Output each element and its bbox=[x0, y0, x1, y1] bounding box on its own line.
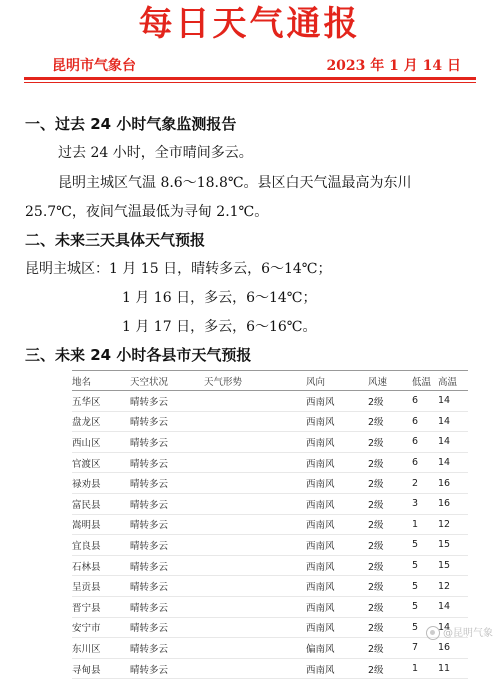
cell-wind-dir: 偏南风 bbox=[306, 638, 368, 659]
cell-sky: 晴转多云 bbox=[130, 493, 204, 514]
cell-wind-dir: 西南风 bbox=[306, 452, 368, 473]
cell-sky: 晴转多云 bbox=[130, 658, 204, 679]
table-row bbox=[72, 432, 468, 453]
weibo-icon bbox=[426, 626, 440, 640]
cell-high: 14 bbox=[438, 596, 468, 617]
cell-place: 晋宁县 bbox=[72, 596, 130, 617]
table-row bbox=[72, 638, 468, 659]
cell-sky: 晴转多云 bbox=[130, 391, 204, 412]
cell-high: 12 bbox=[438, 576, 468, 597]
cell-wind-speed: 2级 bbox=[368, 411, 412, 432]
cell-place: 安宁市 bbox=[72, 617, 130, 638]
cell-wind-speed: 2级 bbox=[368, 493, 412, 514]
cell-high: 12 bbox=[438, 514, 468, 535]
cell-wind-speed: 2级 bbox=[368, 514, 412, 535]
cell-pattern bbox=[204, 596, 306, 617]
cell-wind-dir: 西南风 bbox=[306, 391, 368, 412]
cell-high: 14 bbox=[438, 617, 468, 638]
cell-pattern bbox=[204, 473, 306, 494]
cell-sky: 晴转多云 bbox=[130, 638, 204, 659]
cell-wind-dir: 西南风 bbox=[306, 493, 368, 514]
watermark-text: @昆明气象 bbox=[443, 628, 493, 639]
section1-heading: 一、过去 24 小时气象监测报告 bbox=[25, 115, 237, 133]
cell-place: 西山区 bbox=[72, 432, 130, 453]
cell-pattern bbox=[204, 432, 306, 453]
cell-high: 16 bbox=[438, 473, 468, 494]
cell-wind-speed: 2级 bbox=[368, 555, 412, 576]
cell-wind-dir: 西南风 bbox=[306, 596, 368, 617]
cell-low: 5 bbox=[412, 576, 438, 597]
table-row bbox=[72, 658, 468, 679]
section1-line: 过去 24 小时，全市晴间多云。 bbox=[58, 145, 253, 161]
cell-low: 5 bbox=[412, 535, 438, 556]
cell-high: 15 bbox=[438, 555, 468, 576]
table-row bbox=[72, 411, 468, 432]
header-rule-thin bbox=[24, 82, 476, 83]
table-row bbox=[72, 493, 468, 514]
cell-pattern bbox=[204, 493, 306, 514]
cell-pattern bbox=[204, 638, 306, 659]
cell-pattern bbox=[204, 411, 306, 432]
cell-wind-dir: 西南风 bbox=[306, 658, 368, 679]
col-header-place: 地名 bbox=[72, 371, 130, 391]
cell-low: 1 bbox=[412, 514, 438, 535]
cell-low: 6 bbox=[412, 452, 438, 473]
cell-pattern bbox=[204, 576, 306, 597]
cell-place: 嵩明县 bbox=[72, 514, 130, 535]
cell-wind-dir: 西南风 bbox=[306, 555, 368, 576]
cell-low: 5 bbox=[412, 617, 438, 638]
cell-place: 富民县 bbox=[72, 493, 130, 514]
issue-date: 2023 年 1 月 14 日 bbox=[326, 58, 461, 74]
table-row bbox=[72, 617, 468, 638]
cell-low: 6 bbox=[412, 391, 438, 412]
cell-sky: 晴转多云 bbox=[130, 596, 204, 617]
cell-high: 14 bbox=[438, 432, 468, 453]
table-row bbox=[72, 596, 468, 617]
cell-pattern bbox=[204, 658, 306, 679]
cell-wind-dir: 西南风 bbox=[306, 473, 368, 494]
cell-high: 14 bbox=[438, 411, 468, 432]
cell-sky: 晴转多云 bbox=[130, 535, 204, 556]
cell-sky: 晴转多云 bbox=[130, 617, 204, 638]
table-header-row bbox=[72, 371, 468, 391]
cell-sky: 晴转多云 bbox=[130, 432, 204, 453]
cell-sky: 晴转多云 bbox=[130, 473, 204, 494]
watermark bbox=[426, 624, 493, 640]
cell-high: 15 bbox=[438, 535, 468, 556]
cell-low: 6 bbox=[412, 432, 438, 453]
cell-place: 禄劝县 bbox=[72, 473, 130, 494]
cell-low: 3 bbox=[412, 493, 438, 514]
cell-pattern bbox=[204, 452, 306, 473]
section2-line: 1 月 17 日，多云，6～16℃。 bbox=[122, 319, 317, 335]
cell-place: 官渡区 bbox=[72, 452, 130, 473]
section2-line: 昆明主城区：1 月 15 日，晴转多云，6～14℃； bbox=[25, 261, 332, 277]
table-row bbox=[72, 391, 468, 412]
cell-pattern bbox=[204, 617, 306, 638]
cell-sky: 晴转多云 bbox=[130, 576, 204, 597]
cell-wind-speed: 2级 bbox=[368, 576, 412, 597]
col-header-sky: 天空状况 bbox=[130, 371, 204, 391]
cell-high: 16 bbox=[438, 638, 468, 659]
cell-wind-speed: 2级 bbox=[368, 596, 412, 617]
cell-pattern bbox=[204, 391, 306, 412]
cell-sky: 晴转多云 bbox=[130, 555, 204, 576]
cell-wind-speed: 2级 bbox=[368, 535, 412, 556]
cell-pattern bbox=[204, 555, 306, 576]
section3-heading: 三、未来 24 小时各县市天气预报 bbox=[25, 346, 252, 364]
table-row bbox=[72, 555, 468, 576]
cell-place: 呈贡县 bbox=[72, 576, 130, 597]
cell-sky: 晴转多云 bbox=[130, 514, 204, 535]
cell-place: 盘龙区 bbox=[72, 411, 130, 432]
cell-wind-dir: 西南风 bbox=[306, 411, 368, 432]
cell-low: 5 bbox=[412, 555, 438, 576]
header-rule-thick bbox=[24, 77, 476, 80]
section1-line: 25.7℃，夜间气温最低为寻甸 2.1℃。 bbox=[25, 204, 269, 220]
cell-place: 东川区 bbox=[72, 638, 130, 659]
table-row bbox=[72, 452, 468, 473]
cell-wind-dir: 西南风 bbox=[306, 617, 368, 638]
cell-wind-speed: 2级 bbox=[368, 658, 412, 679]
cell-sky: 晴转多云 bbox=[130, 452, 204, 473]
col-header-wind-dir: 风向 bbox=[306, 371, 368, 391]
table-row bbox=[72, 514, 468, 535]
col-header-wind-speed: 风速 bbox=[368, 371, 412, 391]
section2-line: 1 月 16 日，多云，6～14℃； bbox=[122, 290, 317, 306]
cell-wind-speed: 2级 bbox=[368, 473, 412, 494]
cell-wind-speed: 2级 bbox=[368, 432, 412, 453]
cell-low: 6 bbox=[412, 411, 438, 432]
issuing-org: 昆明市气象台 bbox=[52, 58, 136, 74]
col-header-pattern: 天气形势 bbox=[204, 371, 306, 391]
cell-low: 1 bbox=[412, 658, 438, 679]
cell-wind-speed: 2级 bbox=[368, 391, 412, 412]
cell-place: 五华区 bbox=[72, 391, 130, 412]
cell-place: 石林县 bbox=[72, 555, 130, 576]
table-row bbox=[72, 473, 468, 494]
cell-high: 14 bbox=[438, 391, 468, 412]
cell-wind-speed: 2级 bbox=[368, 617, 412, 638]
col-header-low: 低温 bbox=[412, 371, 438, 391]
table-row bbox=[72, 535, 468, 556]
cell-low: 5 bbox=[412, 596, 438, 617]
section1-line: 昆明主城区气温 8.6～18.8℃。县区白天气温最高为东川 bbox=[58, 175, 412, 191]
cell-high: 11 bbox=[438, 658, 468, 679]
cell-place: 宜良县 bbox=[72, 535, 130, 556]
col-header-high: 高温 bbox=[438, 371, 468, 391]
cell-place: 寻甸县 bbox=[72, 658, 130, 679]
cell-high: 14 bbox=[438, 452, 468, 473]
cell-wind-dir: 西南风 bbox=[306, 432, 368, 453]
cell-sky: 晴转多云 bbox=[130, 411, 204, 432]
cell-high: 16 bbox=[438, 493, 468, 514]
cell-wind-dir: 西南风 bbox=[306, 576, 368, 597]
cell-pattern bbox=[204, 514, 306, 535]
cell-low: 2 bbox=[412, 473, 438, 494]
cell-wind-dir: 西南风 bbox=[306, 514, 368, 535]
cell-wind-speed: 2级 bbox=[368, 638, 412, 659]
cell-low: 7 bbox=[412, 638, 438, 659]
cell-wind-dir: 西南风 bbox=[306, 535, 368, 556]
cell-wind-speed: 2级 bbox=[368, 452, 412, 473]
cell-pattern bbox=[204, 535, 306, 556]
table-row bbox=[72, 576, 468, 597]
report-title: 每日天气通报 bbox=[138, 4, 361, 44]
county-forecast-table bbox=[72, 370, 468, 679]
section2-heading: 二、未来三天具体天气预报 bbox=[25, 231, 206, 249]
